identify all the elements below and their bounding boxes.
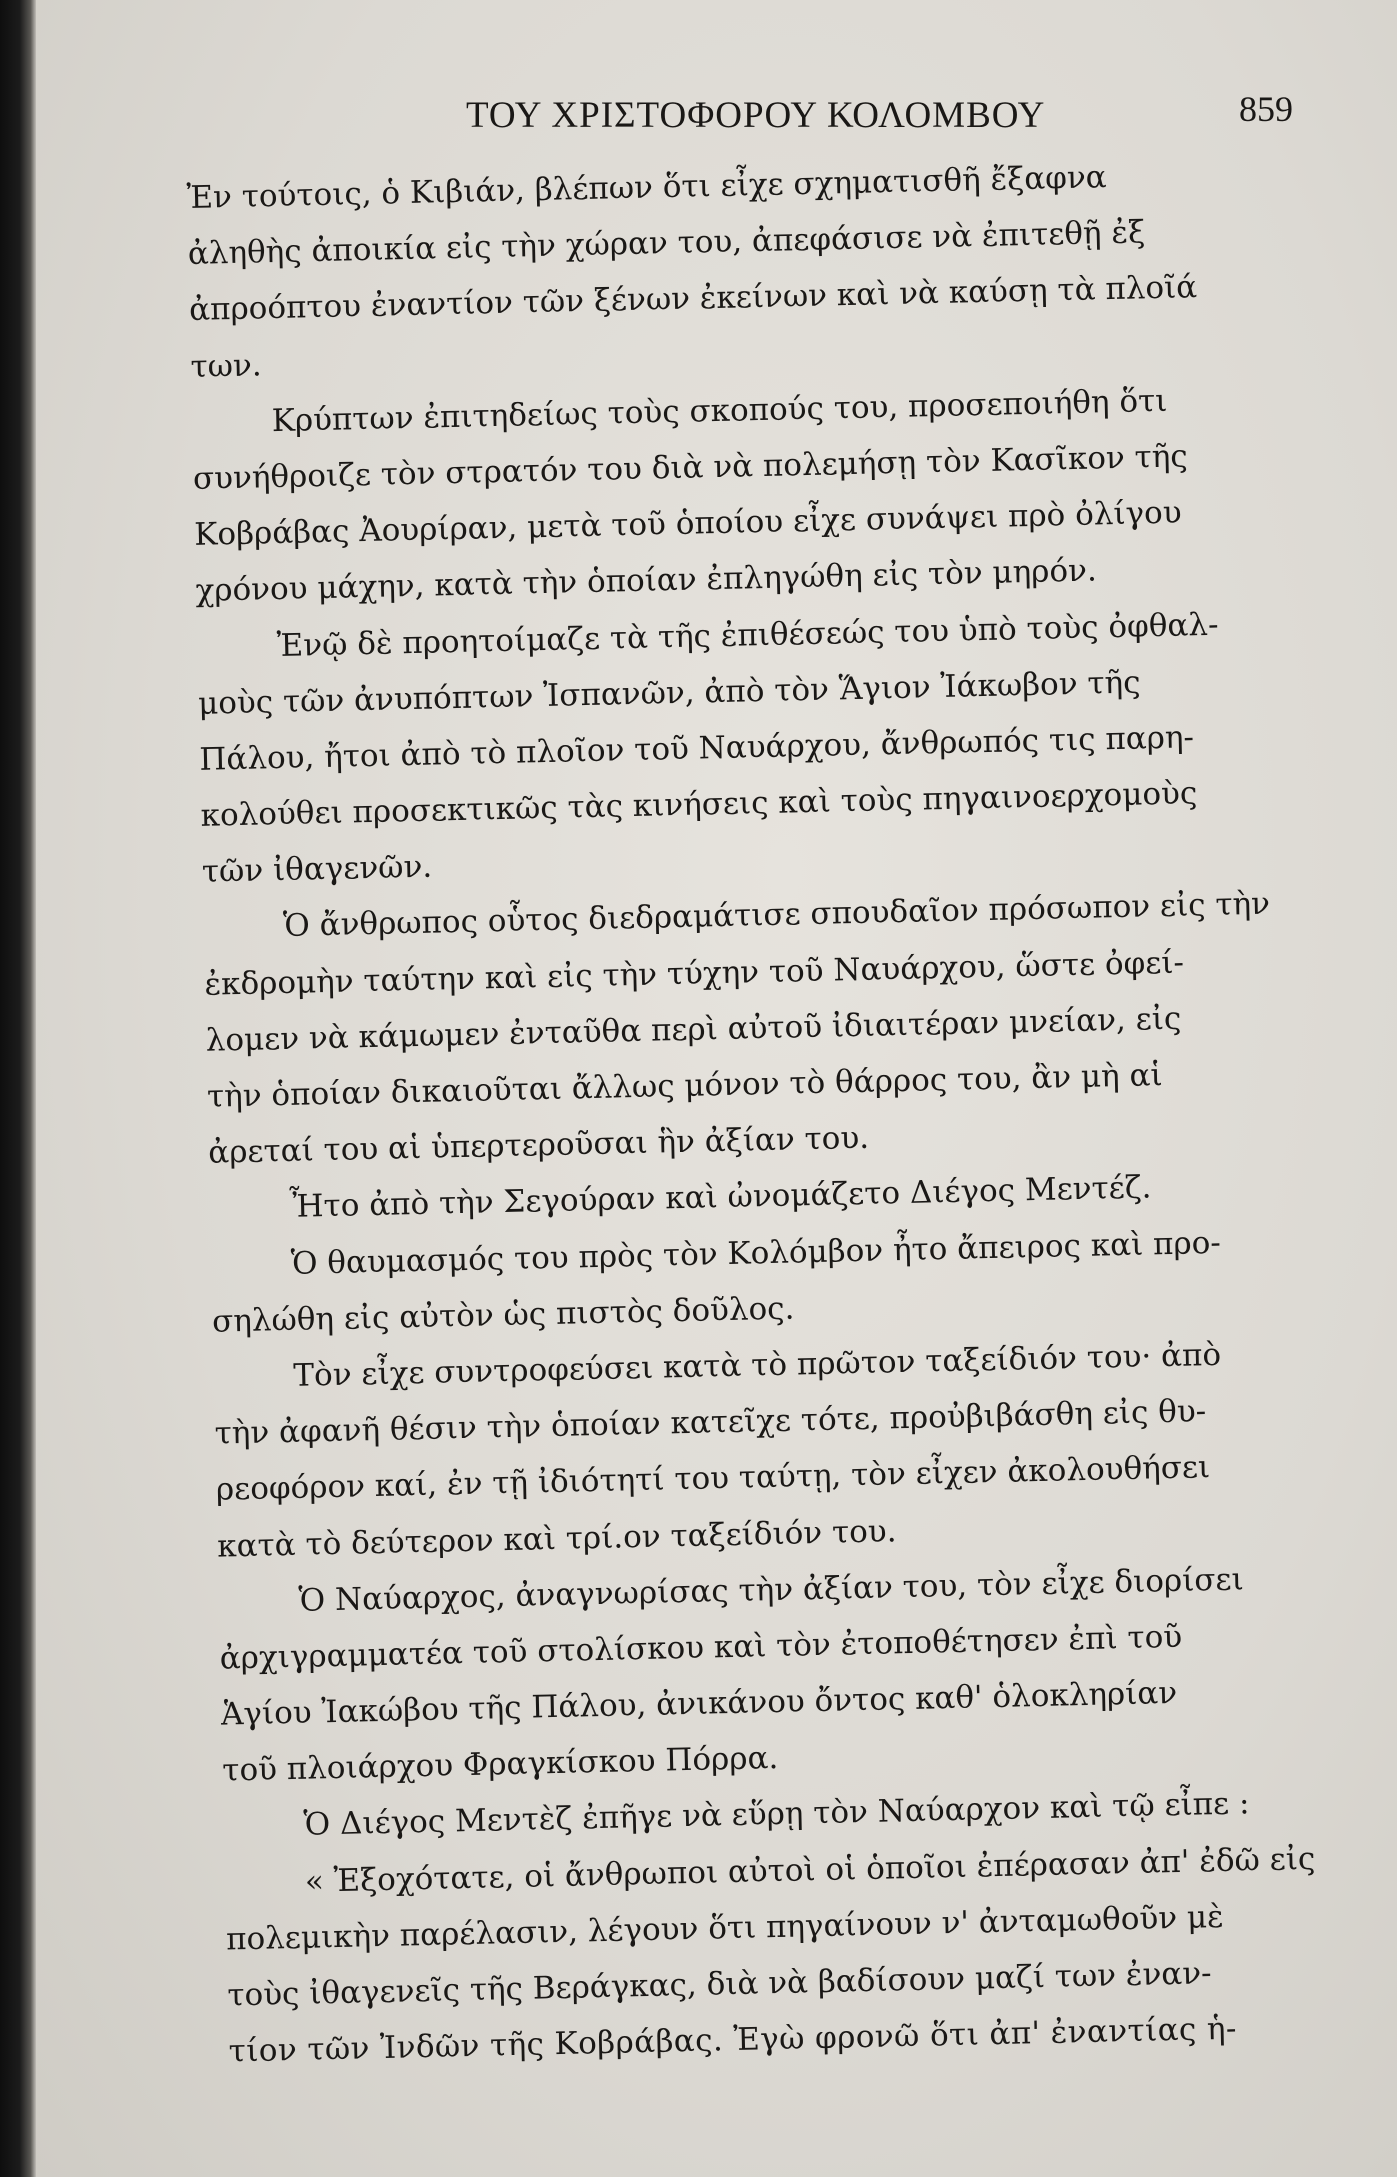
text-line: κολούθει προσεκτικῶς τὰς κινήσεις καὶ τοὺς πηγαινοερχομοὺς	[200, 775, 1198, 834]
page-number: 859	[1239, 89, 1293, 129]
text-line: τὴν ὁποίαν δικαιοῦται ἄλλως μόνον τὸ θάρρος του, ἂν μὴ αἱ	[206, 1057, 1163, 1115]
text-line: λομεν νὰ κάμωμεν ἐνταῦθα περὶ αὐτοῦ ἰδιαιτέραν μνείαν, εἰς	[205, 1000, 1182, 1059]
text-line: ἐκδρομὴν ταύτην καὶ εἰς τὴν τύχην τοῦ Ναυάρχου, ὥστε ὀφεί-	[204, 944, 1185, 1003]
text-line: Ἐν τούτοις, ὁ Κιβιάν, βλέπων ὅτι εἶχε σχηματισθῆ ἔξαφνα	[186, 159, 1108, 216]
text-line: Πάλου, ἤτοι ἀπὸ τὸ πλοῖον τοῦ Ναυάρχου, ἄνθρωπός τις παρη-	[198, 719, 1195, 778]
text-line: χρόνου μάχην, κατὰ τὴν ὁποίαν ἐπληγώθη εἰς τὸν μηρόν.	[195, 552, 1098, 610]
text-line: ἀπροόπτου ἐναντίον τῶν ξένων ἐκείνων καὶ νὰ καύσῃ τὰ πλοῖά	[188, 269, 1198, 329]
book-binding-shadow	[0, 0, 36, 2177]
text-line: Ἦτο ἀπὸ τὴν Σεγούραν καὶ ὠνομάζετο Διέγος Μεντέζ.	[289, 1169, 1152, 1226]
text-line: Ὁ ἄνθρωπος οὗτος διεδραμάτισε σπουδαῖον πρόσωπον εἰς τὴν	[282, 886, 1271, 945]
text-line: Ἁγίου Ἰακώβου τῆς Πάλου, ἀνικάνου ὄντος καθ' ὁλοκληρίαν	[220, 1674, 1178, 1733]
text-line: πολεμικὴν παρέλασιν, λέγουν ὅτι πηγαίνουν ν' ἀνταμωθοῦν μὲ	[225, 1898, 1225, 1958]
text-line: Κρύπτων ἐπιτηδείως τοὺς σκοπούς του, προσεποιήθη ὅτι	[271, 382, 1168, 439]
text-line: σηλώθη εἰς αὐτὸν ὡς πιστὸς δοῦλος.	[211, 1290, 795, 1340]
text-line: Τὸν εἶχε συντροφεύσει κατὰ τὸ πρῶτον ταξείδιόν του· ἀπὸ	[292, 1336, 1222, 1394]
book-page	[36, 0, 1397, 2177]
text-line: μοὺς τῶν ἀνυπόπτων Ἰσπανῶν, ἀπὸ τὸν Ἅγιον Ἰάκωβον τῆς	[197, 664, 1141, 722]
running-title: ΤΟΥ ΧΡΙΣΤΟΦΟΡΟΥ ΚΟΛΟΜΒΟΥ	[466, 95, 1046, 136]
text-line: « Ἐξοχότατε, οἱ ἄνθρωποι αὐτοὶ οἱ ὁποῖοι ἐπέρασαν ἀπ' ἐδῶ εἰς	[304, 1840, 1316, 1900]
body-text	[186, 144, 1394, 2080]
text-line: ἀρχιγραμματέα τοῦ στολίσκου καὶ τὸν ἐτοποθέτησεν ἐπὶ τοῦ	[219, 1618, 1183, 1677]
text-line: τοῦ πλοιάρχου Φραγκίσκου Πόρρα.	[221, 1740, 779, 1789]
text-line: Ὁ θαυμασμός του πρὸς τὸν Κολόμβον ἦτο ἄπειρος καὶ προ-	[290, 1224, 1222, 1282]
text-line: Ἐνῷ δὲ προητοίμαζε τὰ τῆς ἐπιθέσεώς του ὑπὸ τοὺς ὀφθαλ-	[276, 606, 1219, 664]
text-line: τίον τῶν Ἰνδῶν τῆς Κοβράβας. Ἐγὼ φρονῶ ὅτι ἀπ' ἐναντίας ἡ-	[228, 2010, 1238, 2070]
page-header	[136, 88, 1336, 148]
text-line: ρεοφόρον καί, ἐν τῇ ἰδιότητί του ταύτῃ, τὸν εἶχεν ἀκολουθήσει	[215, 1449, 1211, 1508]
text-line: συνήθροιζε τὸν στρατόν του διὰ νὰ πολεμήσῃ τὸν Κασῖκον τῆς	[192, 438, 1189, 497]
text-line: τοὺς ἰθαγενεῖς τῆς Βεράγκας, διὰ νὰ βαδίσουν μαζί των ἐναν-	[227, 1955, 1212, 2014]
text-line: ἀρεταί του αἱ ὑπερτεροῦσαι ἣν ἀξίαν του.	[207, 1119, 870, 1171]
text-line: τῶν ἰθαγενῶν.	[201, 848, 433, 891]
text-line: κατὰ τὸ δεύτερον καὶ τρί.ον ταξείδιόν του.	[216, 1512, 897, 1565]
text-line: τὴν ἀφανῆ θέσιν τὴν ὁποίαν κατεῖχε τότε, προὐβιβάσθη εἰς θυ-	[214, 1393, 1207, 1452]
text-line: Κοβράβας Ἀουρίραν, μετὰ τοῦ ὁποίου εἶχε συνάψει πρὸ ὀλίγου	[193, 494, 1182, 554]
text-line: των.	[190, 346, 262, 385]
text-line: ἀληθὴς ἀποικία εἰς τὴν χώραν του, ἀπεφάσισε νὰ ἐπιτεθῇ ἐξ	[187, 214, 1146, 273]
text-line: Ὁ Διέγος Μεντὲζ ἐπῆγε νὰ εὕρῃ τὸν Ναύαρχον καὶ τῷ εἶπε :	[303, 1785, 1250, 1844]
text-line: Ὁ Ναύαρχος, ἀναγνωρίσας τὴν ἀξίαν του, τὸν εἶχε διορίσει	[298, 1561, 1245, 1619]
